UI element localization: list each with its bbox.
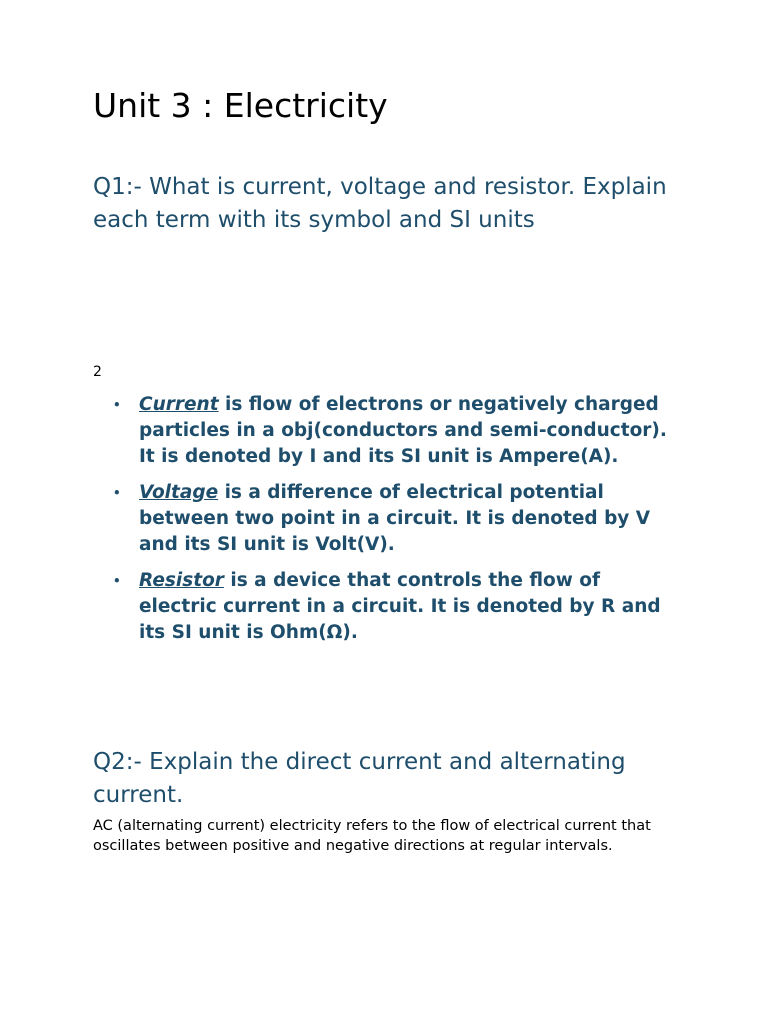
question-2-answer: AC (alternating current) electricity refers to the flow of electrical current that oscillates between positive and negative directions at regular intervals. [93, 818, 651, 854]
definition-text: is flow of electrons or negatively charged particles in a obj(conductors and semi-conductor). It is denoted by I and its SI unit is Ampere(A). [139, 394, 667, 467]
bullet-icon: • [113, 398, 121, 412]
term-resistor: Resistor [139, 570, 224, 591]
definition-resistor [113, 568, 673, 646]
definitions-list [113, 392, 673, 656]
bullet-icon: • [113, 486, 121, 500]
bullet-icon: • [113, 574, 121, 588]
term-current: Current [139, 394, 219, 415]
page-number: 2 [93, 364, 102, 380]
definition-text: is a difference of electrical potential between two point in a circuit. It is denoted by V and its SI unit is Volt(V). [139, 482, 651, 555]
term-voltage: Voltage [139, 482, 219, 503]
question-2-heading: Q2:- Explain the direct current and alternating current. [93, 749, 626, 808]
page-title: Unit 3 : Electricity [93, 86, 388, 125]
definition-current [113, 392, 673, 470]
definition-voltage [113, 480, 673, 558]
definition-text: is a device that controls the flow of electric current in a circuit. It is denoted by R and its SI unit is Ohm(Ω). [139, 570, 661, 643]
question-1-heading: Q1:- What is current, voltage and resistor. Explain each term with its symbol and SI units [93, 174, 667, 233]
